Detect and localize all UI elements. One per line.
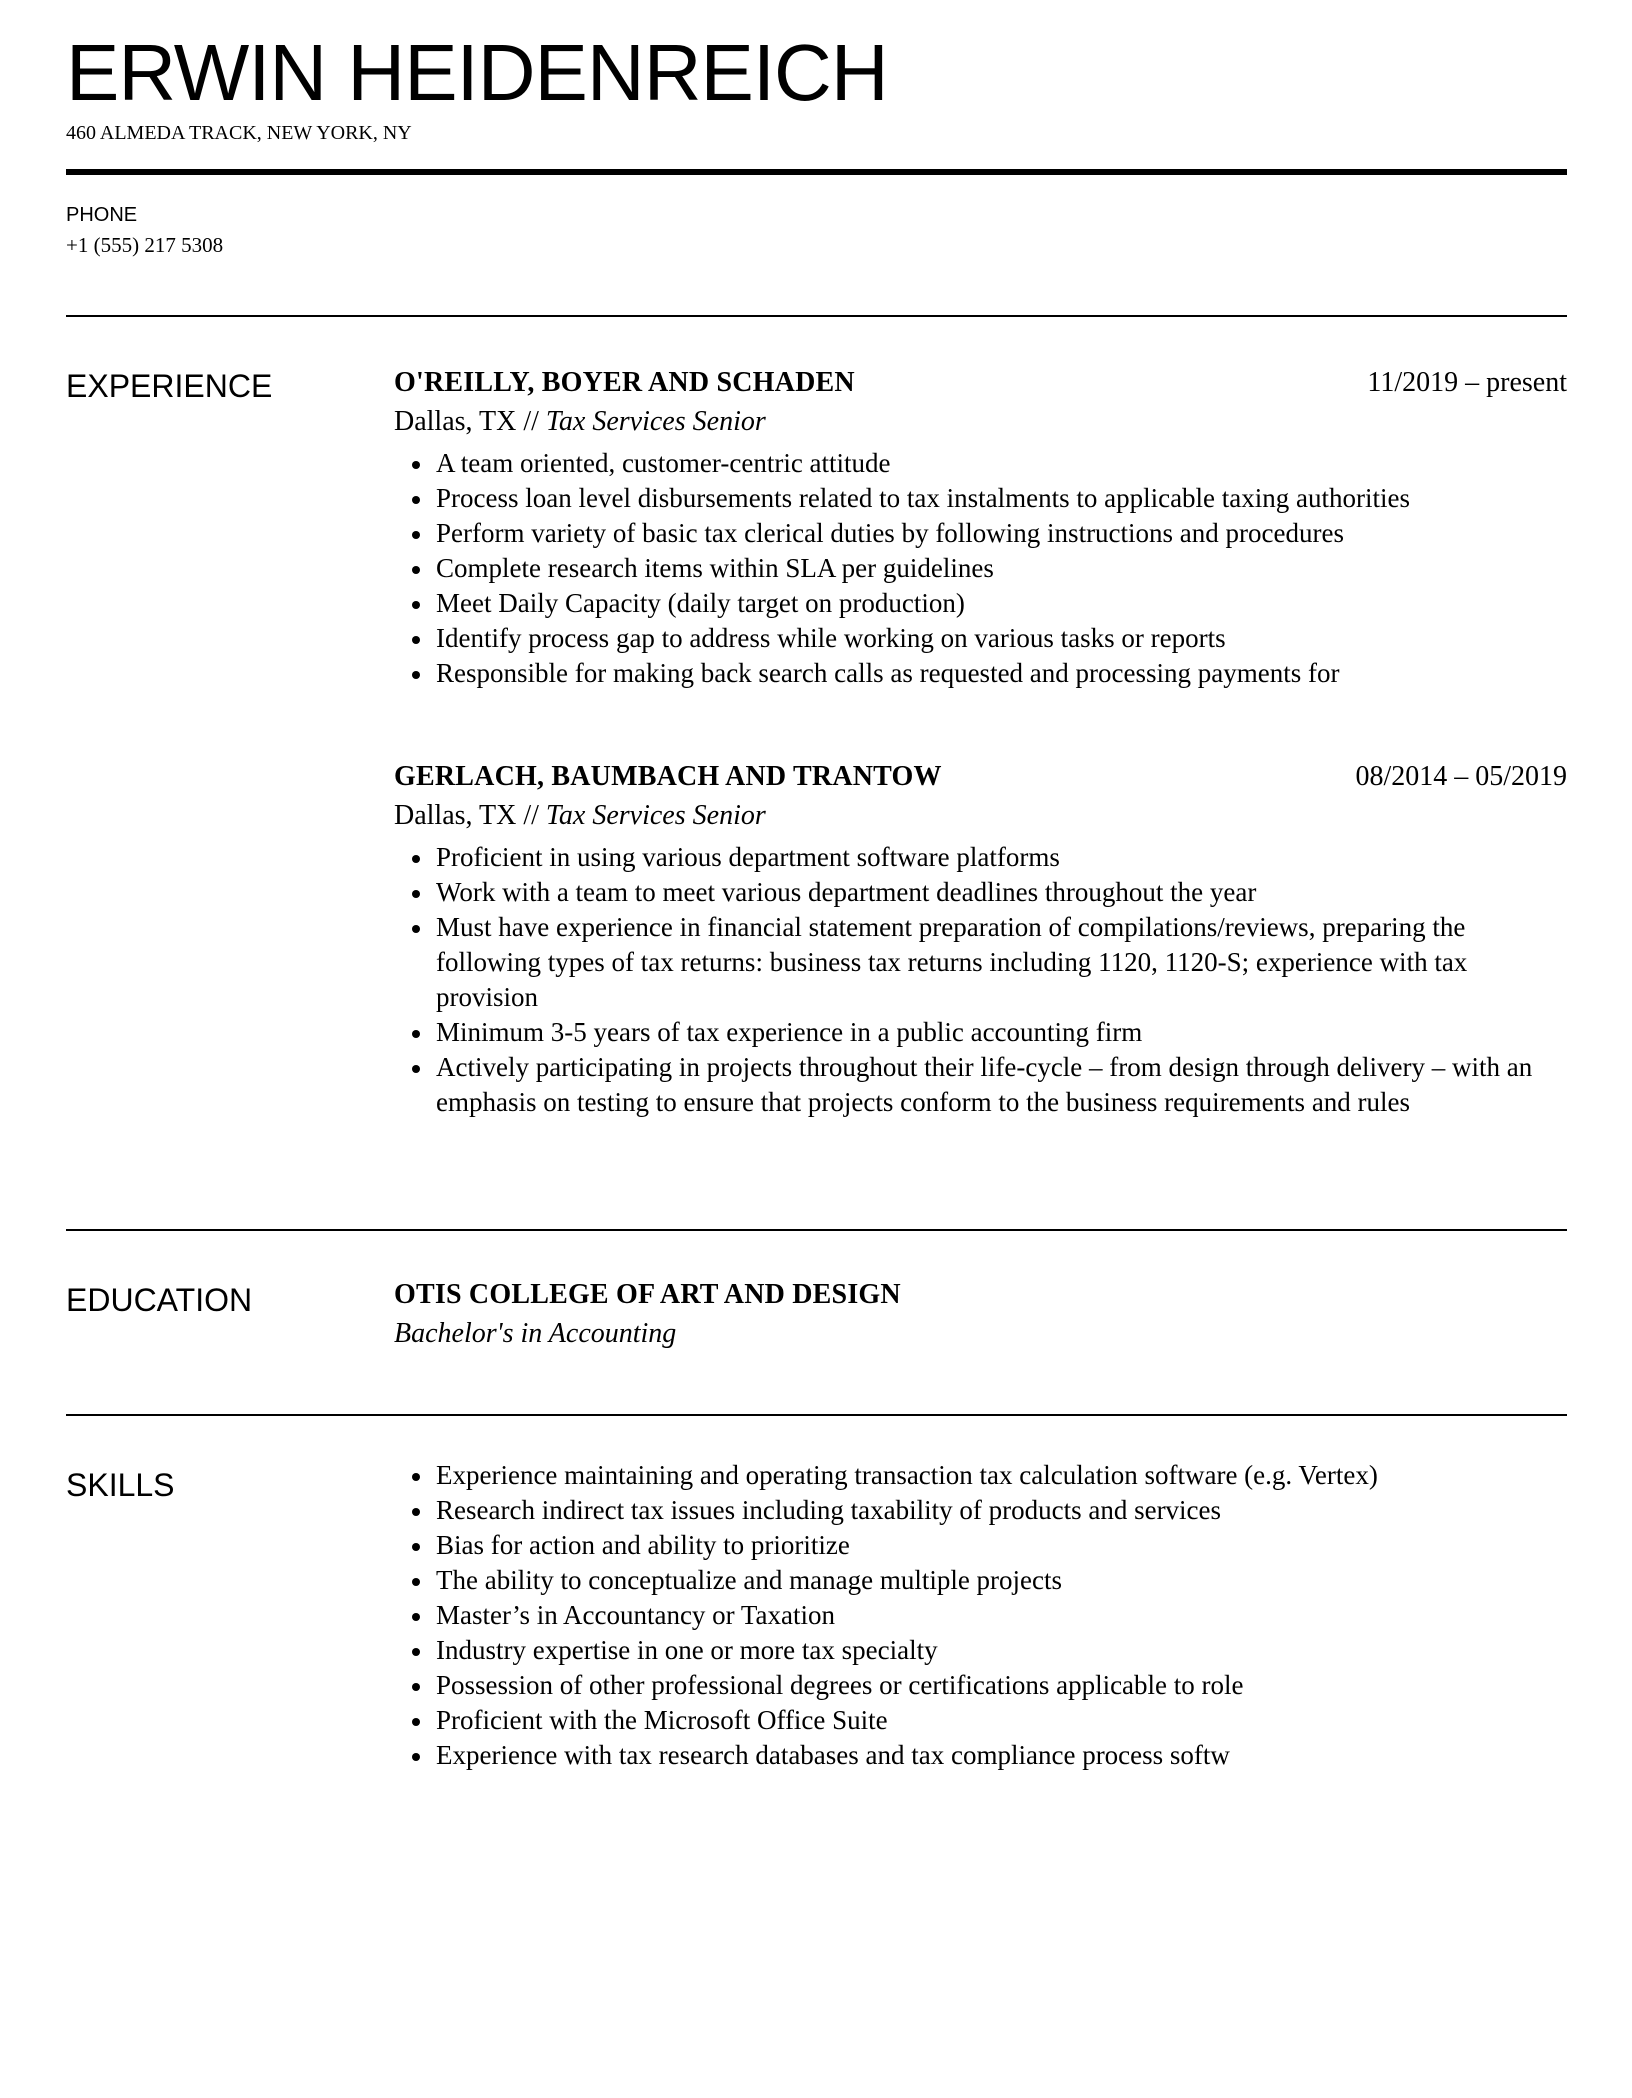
job-dates: 11/2019 – present [1367,367,1567,398]
job-bullet: Complete research items within SLA per guidelines [436,551,1567,586]
job-location: Dallas, TX [394,800,517,831]
job-bullet: Responsible for making back search calls as requested and processing payments for [436,656,1567,691]
location-separator: // [516,406,546,437]
skill-item: Master’s in Accountancy or Taxation [436,1598,1567,1633]
job-bullet: Meet Daily Capacity (daily target on production) [436,586,1567,621]
job-bullet: Minimum 3-5 years of tax experience in a public accounting firm [436,1015,1567,1050]
job-location-title [394,402,1567,442]
skill-item: Bias for action and ability to prioritize [436,1528,1567,1563]
header-divider [66,169,1567,175]
job-bullet: Process loan level disbursements related to tax instalments to applicable taxing authorities [436,481,1567,516]
education-entry [394,1276,1567,1354]
job-title: Tax Services Senior [545,406,766,437]
job-entry [394,758,1567,1120]
degree: Bachelor's in Accounting [394,1318,677,1349]
job-bullet: Actively participating in projects throughout their life-cycle – from design through delivery – with an emphasis on testing to ensure that projects conform to the business requirements and rules [436,1050,1567,1120]
job-bullet: Must have experience in financial statement preparation of compilations/reviews, preparing the following types of tax returns: business tax returns including 1120, 1120-S; experience with tax provision [436,910,1567,1015]
skill-item: Research indirect tax issues including taxability of products and services [436,1493,1567,1528]
job-bullet: Perform variety of basic tax clerical duties by following instructions and procedures [436,516,1567,551]
company-name: GERLACH, BAUMBACH AND TRANTOW [394,761,942,792]
education-header [394,1276,1567,1314]
job-bullet: Identify process gap to address while working on various tasks or reports [436,621,1567,656]
job-bullet: Proficient in using various department software platforms [436,840,1567,875]
skill-item: Proficient with the Microsoft Office Suite [436,1703,1567,1738]
experience-heading: EXPERIENCE [66,368,273,404]
job-bullet: Work with a team to meet various department deadlines throughout the year [436,875,1567,910]
job-bullet-list [394,446,1567,691]
company-name: O'REILLY, BOYER AND SCHADEN [394,367,855,398]
job-bullet-list [394,840,1567,1120]
job-location: Dallas, TX [394,406,517,437]
school-name: OTIS COLLEGE OF ART AND DESIGN [394,1279,901,1310]
job-header [394,364,1567,402]
job-title: Tax Services Senior [545,800,766,831]
skills-heading: SKILLS [66,1467,175,1503]
skills-entry [394,1458,1567,1773]
skill-item: Industry expertise in one or more tax specialty [436,1633,1567,1668]
job-entry [394,364,1567,691]
phone-number: +1 (555) 217 5308 [66,233,224,257]
job-dates: 08/2014 – 05/2019 [1355,761,1567,792]
phone-label: PHONE [66,204,138,226]
skills-list [394,1458,1567,1773]
section-divider [66,1414,1567,1416]
section-divider [66,315,1567,317]
location-separator: // [516,800,546,831]
skill-item: The ability to conceptualize and manage multiple projects [436,1563,1567,1598]
education-heading: EDUCATION [66,1282,253,1318]
candidate-address: 460 ALMEDA TRACK, NEW YORK, NY [66,122,412,144]
skill-item: Possession of other professional degrees or certifications applicable to role [436,1668,1567,1703]
skill-item: Experience maintaining and operating transaction tax calculation software (e.g. Vertex) [436,1458,1567,1493]
job-location-title [394,796,1567,836]
job-header [394,758,1567,796]
skill-item: Experience with tax research databases and tax compliance process softw [436,1738,1567,1773]
job-bullet: A team oriented, customer-centric attitude [436,446,1567,481]
section-divider [66,1229,1567,1231]
candidate-name: ERWIN HEIDENREICH [66,28,888,117]
